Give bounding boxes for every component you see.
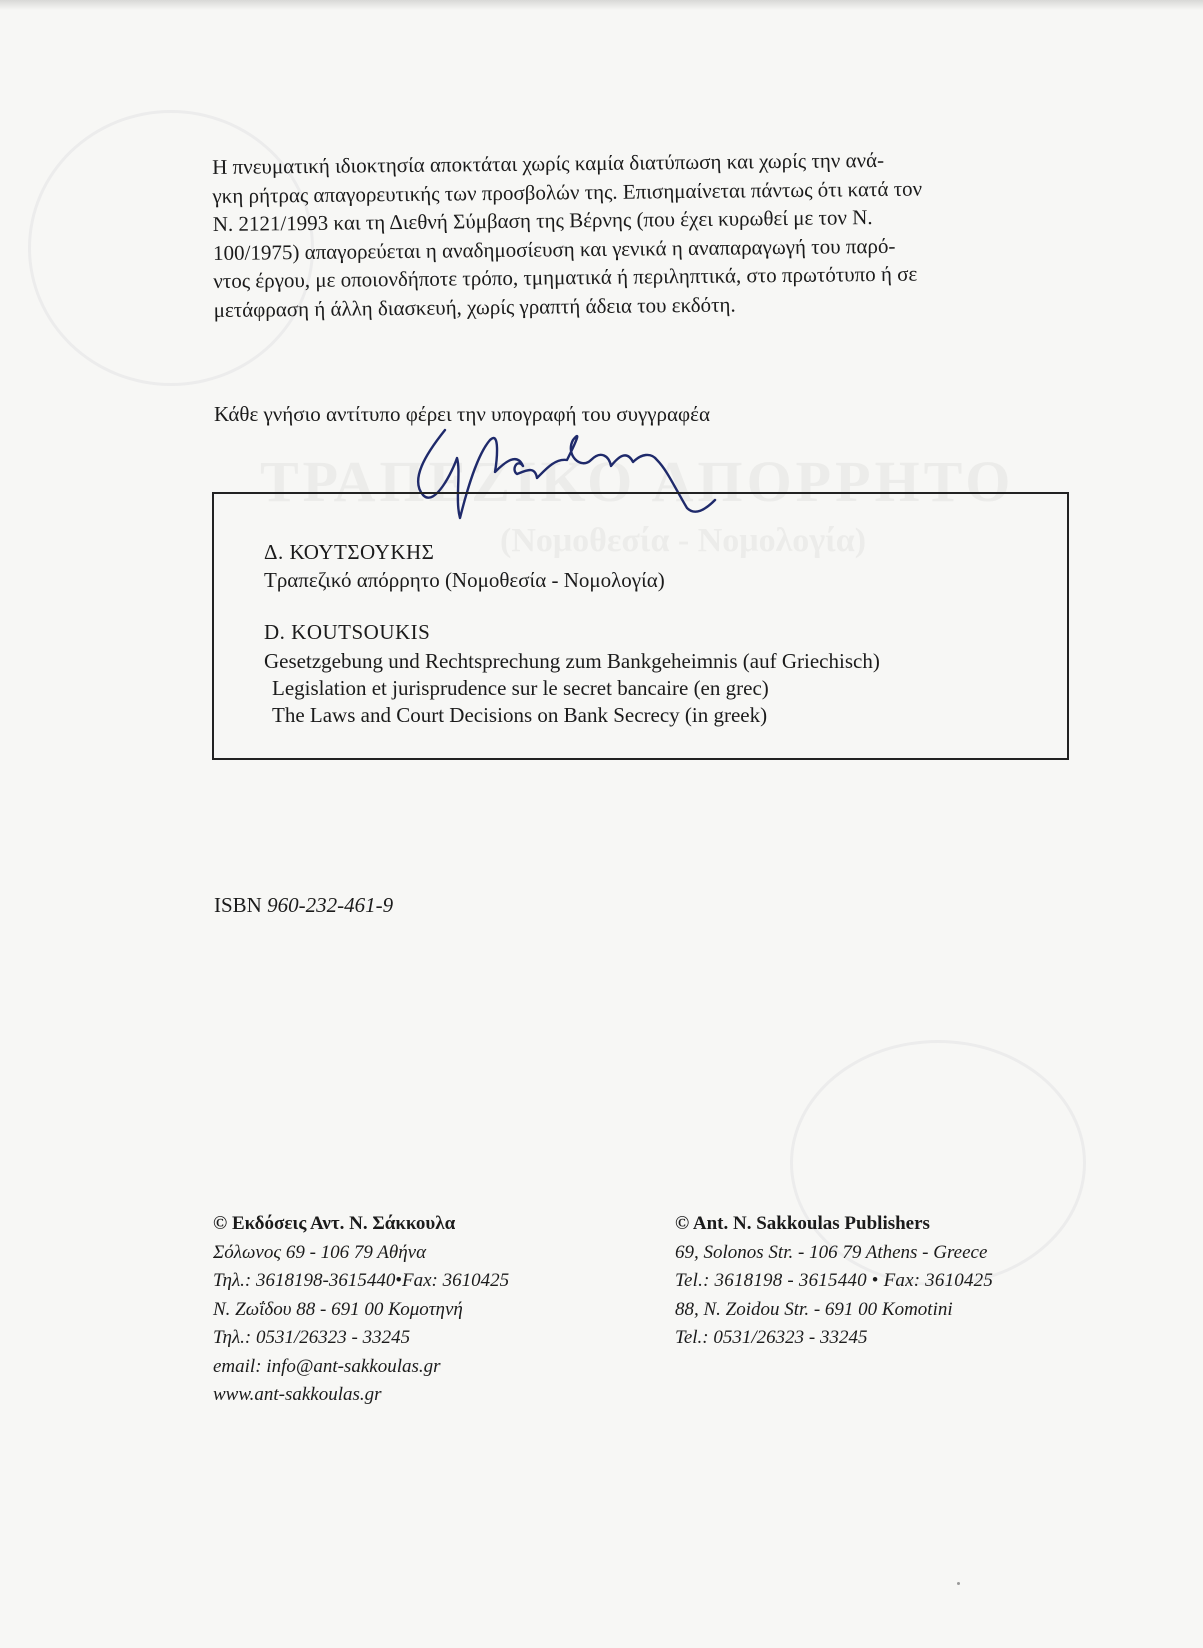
copyright-line: ντος έργου, με οποιονδήποτε τρόπο, τμηματικά ή περιληπτικά, στο πρωτότυπο ή σε <box>213 261 918 293</box>
fax-greek: Fax: 3610425 <box>401 1270 510 1291</box>
signature-note: Κάθε γνήσιο αντίτυπο φέρει την υπογραφή του συγγραφέα <box>214 402 710 426</box>
scan-speck <box>957 1582 960 1585</box>
publisher-name-english: © Ant. N. Sakkoulas Publishers <box>675 1213 930 1234</box>
copyright-line: Η πνευματική ιδιοκτησία αποκτάται χωρίς καμία διατύπωση και χωρίς την ανά- <box>212 147 885 179</box>
phone-athens-english: Tel.: 3618198 - 3615440 <box>675 1270 867 1291</box>
copyright-line: 100/1975) απαγορεύεται η αναδημοσίευση και γενικά η αναπαραγωγή του παρό- <box>212 233 896 265</box>
isbn-label: ISBN <box>214 893 262 917</box>
phone-fax-greek <box>213 1267 509 1296</box>
address-komotini-english: 88, N. Zoidou Str. - 691 00 Komotini <box>675 1298 953 1320</box>
phone-komotini-english: Tel.: 0531/26323 - 33245 <box>675 1327 868 1348</box>
fax-english: Fax: 3610425 <box>883 1270 994 1291</box>
publisher-greek <box>213 1210 509 1410</box>
address-athens-english: 69, Solonos Str. - 106 79 Athens - Greece <box>675 1241 988 1263</box>
title-english: The Laws and Court Decisions on Bank Secrecy (in greek) <box>272 703 768 727</box>
address-athens-greek: Σόλωνος 69 - 106 79 Αθήνα <box>213 1241 427 1263</box>
bullet-separator: • <box>871 1270 879 1291</box>
isbn <box>214 893 393 918</box>
title-german: Gesetzgebung und Rechtsprechung zum Bankgeheimnis (auf Griechisch) <box>264 649 880 673</box>
isbn-number: 960-232-461-9 <box>267 893 394 917</box>
title-french: Legislation et jurisprudence sur le secret bancaire (en grec) <box>272 676 769 700</box>
bleed-through-title: ΤΡΑΠΕΖΙΚΟ ΑΠΟΡΡΗΤΟ <box>260 449 1015 514</box>
phone-athens-greek: Τηλ.: 3618198-3615440 <box>213 1270 396 1291</box>
publisher-english <box>675 1210 993 1353</box>
phone-komotini-greek: Τηλ.: 0531/26323 - 33245 <box>213 1327 411 1348</box>
copyright-notice <box>212 144 1077 324</box>
bullet-separator: • <box>395 1270 402 1291</box>
website-url: www.ant-sakkoulas.gr <box>213 1384 382 1405</box>
address-komotini-greek: Ν. Ζωΐδου 88 - 691 00 Κομοτηνή <box>213 1298 463 1320</box>
email-address: email: info@ant-sakkoulas.gr <box>213 1355 441 1377</box>
author-latin: D. KOUTSOUKIS <box>264 620 431 644</box>
book-info-box <box>212 492 1069 760</box>
copyright-line: μετάφραση ή άλλη διασκευή, χωρίς γραπτή άδεια του εκδότη. <box>213 292 736 322</box>
copyright-line: Ν. 2121/1993 και τη Διεθνή Σύμβαση της Βέρνης (που έχει κυρωθεί με τον Ν. <box>212 205 873 236</box>
copyright-line: γκη ρήτρας απαγορευτικής των προσβολών της. Επισημαίνεται πάντως ότι κατά τον <box>212 176 923 208</box>
title-greek: Τραπεζικό απόρρητο (Νομοθεσία - Νομολογία) <box>264 568 665 592</box>
bleed-through-subtitle: (Νομοθεσία - Νομολογία) <box>500 522 867 559</box>
publisher-name-greek: © Εκδόσεις Αντ. Ν. Σάκκουλα <box>213 1213 456 1234</box>
scan-edge-shadow <box>0 0 1203 10</box>
phone-fax-english <box>675 1267 993 1296</box>
author-greek: Δ. ΚΟΥΤΣΟΥΚΗΣ <box>264 540 435 564</box>
